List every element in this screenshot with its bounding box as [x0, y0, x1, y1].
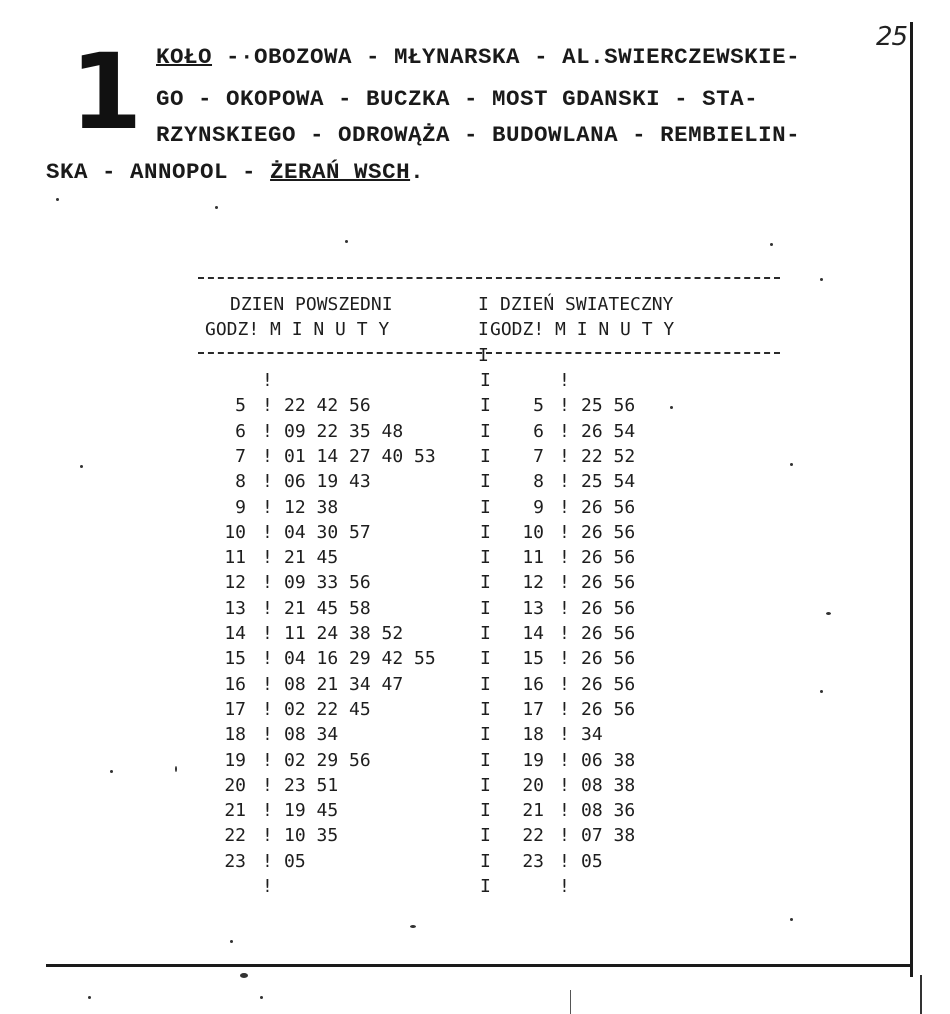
route-start-stop: KOŁO	[156, 44, 213, 70]
frame-edge-mark	[920, 975, 922, 1014]
route-line-2: GO - OKOPOWA - BUCZKA - MOST GDANSKI - STA-	[156, 86, 759, 112]
table-row	[0, 419, 800, 444]
scan-speck	[790, 918, 793, 921]
holiday-divider: !	[559, 876, 570, 897]
holiday-divider: !	[559, 724, 570, 746]
holiday-minutes: 26 56	[581, 698, 636, 720]
weekday-divider: !	[262, 471, 273, 493]
route-line-1-rest: -·OBOZOWA - MŁYNARSKA - AL.SWIERCZEWSKIE-	[212, 44, 801, 70]
holiday-minutes: 26 56	[581, 648, 636, 670]
route-line-4-start: SKA - ANNOPOL -	[46, 159, 271, 185]
column-separator: I	[478, 294, 489, 315]
weekday-divider: !	[262, 370, 273, 391]
weekday-divider: !	[262, 395, 273, 417]
column-separator: I	[480, 825, 491, 847]
holiday-minutes: 26 54	[581, 420, 636, 442]
holiday-minutes: 26 56	[581, 572, 636, 594]
holiday-divider: !	[559, 395, 570, 417]
holiday-hour: 12	[522, 572, 544, 594]
weekday-hour: 7	[235, 445, 246, 467]
holiday-minutes: 26 56	[581, 673, 636, 695]
holiday-hour: 23	[522, 850, 544, 872]
table-row	[0, 823, 800, 848]
column-separator: I	[480, 623, 491, 644]
holiday-divider: !	[559, 648, 570, 670]
weekday-hour: 11	[224, 547, 246, 569]
weekday-divider: !	[262, 876, 273, 897]
weekday-divider: !	[262, 850, 273, 872]
table-row	[0, 849, 800, 874]
table-row	[0, 697, 800, 722]
scan-speck	[790, 463, 793, 466]
scan-speck	[88, 996, 91, 999]
weekday-hour: 16	[224, 673, 246, 695]
holiday-minutes: 26 56	[581, 597, 636, 619]
holiday-minutes: 25 56	[581, 395, 636, 417]
column-separator: I	[480, 420, 491, 442]
scan-speck	[345, 240, 348, 243]
weekday-minutes: 01 14 27 40 53	[284, 445, 436, 467]
table-row	[0, 444, 800, 469]
weekday-hour: 20	[224, 774, 246, 796]
frame-edge-mark-2	[570, 990, 571, 1014]
weekday-divider: !	[262, 420, 273, 442]
weekday-minutes: 09 22 35 48	[284, 420, 404, 442]
column-separator: I	[480, 597, 491, 619]
weekday-title: DZIEN POWSZEDNI	[230, 294, 393, 315]
weekday-minutes: 21 45	[284, 547, 339, 569]
holiday-subheader: GODZ! M I N U T Y	[490, 319, 675, 340]
column-separator: I	[478, 319, 489, 340]
scan-speck	[240, 973, 248, 978]
holiday-title: DZIEŃ SWIATECZNY	[500, 294, 674, 315]
weekday-hour: 19	[224, 749, 246, 771]
table-row	[0, 672, 800, 697]
weekday-minutes: 06 19 43	[284, 471, 371, 493]
column-separator: I	[480, 521, 491, 543]
column-separator: I	[480, 370, 491, 391]
scan-speck	[826, 612, 831, 615]
table-row	[0, 393, 800, 418]
weekday-divider: !	[262, 749, 273, 771]
route-line-1	[156, 44, 800, 70]
weekday-divider: !	[262, 673, 273, 695]
holiday-divider: !	[559, 749, 570, 771]
holiday-divider: !	[559, 370, 570, 391]
weekday-minutes: 02 22 45	[284, 698, 371, 720]
weekday-divider: !	[262, 825, 273, 847]
table-row	[0, 570, 800, 595]
weekday-minutes: 04 30 57	[284, 521, 371, 543]
holiday-minutes: 05	[581, 850, 603, 872]
weekday-minutes: 10 35	[284, 825, 339, 847]
weekday-divider: !	[262, 496, 273, 518]
table-row	[0, 368, 800, 393]
holiday-hour: 15	[522, 648, 544, 670]
holiday-hour: 7	[533, 445, 544, 467]
scan-speck	[260, 996, 263, 999]
table-row	[0, 520, 800, 545]
holiday-hour: 8	[533, 471, 544, 493]
weekday-divider: !	[262, 724, 273, 746]
weekday-divider: !	[262, 597, 273, 619]
column-separator: I	[480, 673, 491, 695]
holiday-hour: 19	[522, 749, 544, 771]
column-separator: I	[480, 774, 491, 796]
holiday-divider: !	[559, 521, 570, 543]
holiday-hour: 14	[522, 623, 544, 644]
weekday-minutes: 23 51	[284, 774, 339, 796]
weekday-hour: 14	[224, 623, 246, 644]
holiday-divider: !	[559, 673, 570, 695]
holiday-divider: !	[559, 445, 570, 467]
weekday-hour: 12	[224, 572, 246, 594]
column-separator: I	[480, 445, 491, 467]
holiday-minutes: 26 56	[581, 496, 636, 518]
weekday-minutes: 08 34	[284, 724, 339, 746]
weekday-hour: 9	[235, 496, 246, 518]
weekday-divider: !	[262, 648, 273, 670]
holiday-divider: !	[559, 471, 570, 493]
frame-bottom-border	[46, 964, 913, 967]
scan-speck	[410, 925, 416, 928]
table-row	[0, 495, 800, 520]
holiday-minutes: 07 38	[581, 825, 636, 847]
weekday-hour: 8	[235, 471, 246, 493]
column-separator: I	[480, 395, 491, 417]
weekday-hour: 23	[224, 850, 246, 872]
weekday-divider: !	[262, 800, 273, 822]
holiday-hour: 10	[522, 521, 544, 543]
holiday-minutes: 26 56	[581, 547, 636, 569]
frame-right-border	[910, 22, 913, 977]
column-separator: I	[480, 572, 491, 594]
weekday-hour: 15	[224, 648, 246, 670]
weekday-hour: 10	[224, 521, 246, 543]
weekday-divider: !	[262, 572, 273, 594]
holiday-hour: 22	[522, 825, 544, 847]
weekday-divider: !	[262, 547, 273, 569]
holiday-hour: 18	[522, 724, 544, 746]
holiday-hour: 17	[522, 698, 544, 720]
weekday-minutes: 19 45	[284, 800, 339, 822]
column-separator: I	[480, 547, 491, 569]
scan-speck	[215, 206, 218, 209]
holiday-minutes: 08 36	[581, 800, 636, 822]
weekday-hour: 21	[224, 800, 246, 822]
weekday-hour: 13	[224, 597, 246, 619]
scan-speck	[175, 766, 177, 772]
scan-speck	[820, 690, 823, 693]
column-separator: I	[480, 648, 491, 670]
weekday-hour: 22	[224, 825, 246, 847]
weekday-divider: !	[262, 698, 273, 720]
holiday-hour: 16	[522, 673, 544, 695]
holiday-hour: 5	[533, 395, 544, 417]
page-number: 25	[876, 22, 908, 52]
holiday-minutes: 34	[581, 724, 603, 746]
column-separator: I	[478, 345, 489, 366]
scan-speck	[230, 940, 233, 943]
table-row	[0, 596, 800, 621]
holiday-minutes: 22 52	[581, 445, 636, 467]
line-number: 1	[70, 31, 143, 153]
weekday-divider: !	[262, 521, 273, 543]
column-separator: I	[480, 876, 491, 897]
weekday-minutes: 21 45 58	[284, 597, 371, 619]
holiday-minutes: 26 56	[581, 521, 636, 543]
holiday-minutes: 25 54	[581, 471, 636, 493]
route-line-3: RZYNSKIEGO - ODROWĄŻA - BUDOWLANA - REMBIELIN-	[156, 122, 801, 148]
scan-speck	[820, 278, 823, 281]
holiday-hour: 6	[533, 420, 544, 442]
table-row	[0, 748, 800, 773]
weekday-minutes: 09 33 56	[284, 572, 371, 594]
weekday-minutes: 22 42 56	[284, 395, 371, 417]
table-row	[0, 545, 800, 570]
holiday-divider: !	[559, 496, 570, 518]
column-separator: I	[480, 698, 491, 720]
holiday-hour: 20	[522, 774, 544, 796]
holiday-divider: !	[559, 572, 570, 594]
table-row	[0, 469, 800, 494]
weekday-minutes: 11 24 38 52	[284, 623, 404, 644]
weekday-divider: !	[262, 623, 273, 644]
column-separator: I	[480, 724, 491, 746]
scan-speck	[110, 770, 113, 773]
holiday-minutes: 08 38	[581, 774, 636, 796]
column-separator: I	[480, 850, 491, 872]
weekday-subheader: GODZ! M I N U T Y	[205, 319, 390, 340]
scan-speck	[80, 465, 83, 468]
holiday-hour: 21	[522, 800, 544, 822]
holiday-divider: !	[559, 420, 570, 442]
holiday-minutes: 06 38	[581, 749, 636, 771]
weekday-minutes: 05	[284, 850, 306, 872]
table-row	[0, 798, 800, 823]
scan-speck	[670, 406, 673, 409]
holiday-divider: !	[559, 774, 570, 796]
holiday-hour: 9	[533, 496, 544, 518]
weekday-minutes: 02 29 56	[284, 749, 371, 771]
scan-speck	[56, 198, 59, 201]
column-separator: I	[480, 800, 491, 822]
column-separator: I	[480, 471, 491, 493]
holiday-divider: !	[559, 597, 570, 619]
table-top-rule	[198, 277, 780, 279]
weekday-divider: !	[262, 445, 273, 467]
holiday-hour: 13	[522, 597, 544, 619]
weekday-minutes: 08 21 34 47	[284, 673, 404, 695]
table-row	[0, 773, 800, 798]
column-separator: I	[480, 496, 491, 518]
holiday-divider: !	[559, 623, 570, 644]
weekday-hour: 17	[224, 698, 246, 720]
weekday-minutes: 12 38	[284, 496, 339, 518]
holiday-divider: !	[559, 547, 570, 569]
weekday-minutes: 04 16 29 42 55	[284, 648, 436, 670]
table-row	[0, 722, 800, 747]
scan-speck	[770, 243, 773, 246]
weekday-hour: 18	[224, 724, 246, 746]
route-line-4-end: .	[410, 159, 425, 185]
holiday-divider: !	[559, 800, 570, 822]
holiday-divider: !	[559, 850, 570, 872]
holiday-hour: 11	[522, 547, 544, 569]
weekday-hour: 5	[235, 395, 246, 417]
table-row	[0, 646, 800, 671]
table-row	[0, 621, 800, 646]
weekday-divider: !	[262, 774, 273, 796]
route-end-stop: ŻERAŃ WSCH	[270, 159, 411, 185]
route-line-4	[46, 159, 424, 185]
holiday-minutes: 26 56	[581, 623, 636, 644]
weekday-hour: 6	[235, 420, 246, 442]
table-header-rule	[198, 352, 780, 354]
holiday-divider: !	[559, 825, 570, 847]
column-separator: I	[480, 749, 491, 771]
holiday-divider: !	[559, 698, 570, 720]
table-row	[0, 874, 800, 899]
